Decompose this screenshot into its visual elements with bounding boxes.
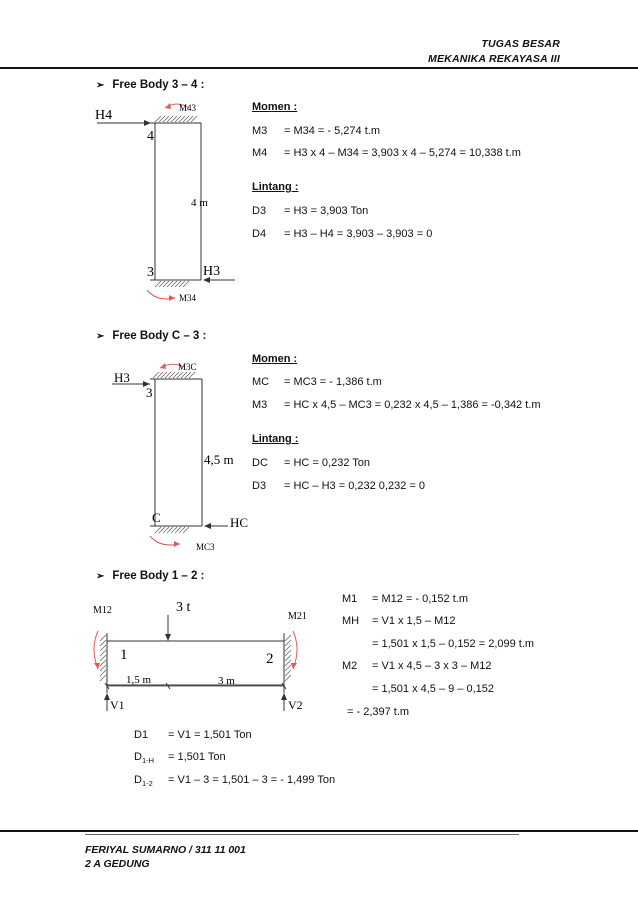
fb12-right-hatch	[285, 635, 291, 681]
fb12-left-hatch	[100, 635, 106, 681]
bullet-arrow-icon: ➢	[96, 571, 105, 582]
label-m43: M43	[179, 103, 197, 113]
m3c-arc-arrow-icon	[160, 363, 166, 369]
label-load-3t: 3 t	[176, 600, 191, 615]
load-arrowhead-icon	[165, 634, 171, 641]
fb12-eq-d12: $D_{1-2} = V1 - 3 = 1,501 - 3$ = - 1,499 Ton	[134, 774, 336, 789]
label-h4: H4	[95, 108, 113, 123]
footer-rule-thin	[85, 834, 519, 835]
bullet-arrow-icon: ➢	[96, 80, 105, 91]
label-length-3m: 3 m	[218, 675, 235, 687]
fb34-momen-heading: Momen :	[252, 101, 298, 113]
bullet-arrow-icon: ➢	[96, 331, 105, 342]
label-node-4: 4	[147, 129, 154, 144]
fb12-eq-m1: M1 = M12 = - 0,152 t.m	[342, 593, 468, 605]
label-node-1: 1	[120, 647, 128, 663]
footer-class: 2 A GEDUNG	[85, 858, 150, 870]
label-v1: V1	[110, 698, 125, 712]
fb12-eq-mh: MH = V1 x 1,5 – M12	[342, 615, 456, 627]
fbc3-diagram	[110, 360, 255, 555]
fbc3-momen-heading: Momen :	[252, 353, 298, 365]
fbc3-bottom-hatch	[155, 527, 189, 533]
label-node-c: C	[152, 510, 161, 525]
fb12-diagram	[88, 593, 320, 715]
label-node-3: 3	[147, 265, 154, 280]
label-node-2: 2	[266, 651, 274, 667]
fb12-eq-m2: M2 = V1 x 4,5 – 3 x 3 – M12	[342, 660, 492, 672]
fbc3-top-hatch	[153, 372, 195, 378]
fbc3-lintang-heading: Lintang :	[252, 433, 299, 445]
fb12-eq-mh-cont: = 1,501 x 1,5 – 0,152 = 2,099 t.m	[372, 638, 535, 650]
fb12-eq-m2-result: = - 2,397 t.m	[347, 706, 410, 718]
header-title: TUGAS BESAR	[481, 38, 560, 50]
label-length-4-5m: 4,5 m	[204, 452, 234, 467]
label-m34: M34	[179, 293, 197, 303]
header-subtitle: MEKANIKA REKAYASA III	[428, 53, 560, 65]
fb34-eq-d4: D4 = H3 – H4 = 3,903 – 3,903 = 0	[252, 228, 433, 240]
h4-arrowhead-icon	[144, 120, 151, 126]
mc3-arc-arrow-icon	[174, 541, 180, 547]
fb34-diagram	[95, 98, 235, 308]
section-title-fbc3: ➢ Free Body C – 3 :	[96, 330, 207, 342]
fbc3-label-node-3: 3	[146, 385, 153, 400]
section-title-fb12: ➢ Free Body 1 – 2 :	[96, 570, 205, 582]
section-title-fb34: ➢ Free Body 3 – 4 :	[96, 79, 205, 91]
label-v2: V2	[288, 698, 303, 712]
label-m3c: M3C	[178, 362, 197, 372]
fbc3-eq-dc: DC = HC = 0,232 Ton	[252, 457, 371, 469]
fb12-eq-m2-cont: = 1,501 x 4,5 – 9 – 0,152	[372, 683, 495, 695]
fb34-eq-m3: M3 = M34 = - 5,274 t.m	[252, 125, 380, 137]
fb34-eq-d3: D3 = H3 = 3,903 Ton	[252, 205, 369, 217]
hc-arrowhead-icon	[204, 523, 211, 529]
label-h3: H3	[203, 264, 221, 279]
label-length-4m: 4 m	[191, 197, 208, 209]
header-rule	[0, 67, 638, 69]
footer-author: FERIYAL SUMARNO / 311 11 001	[85, 844, 246, 856]
fbc3-eq-m3: M3 = HC x 4,5 – MC3 = 0,232 x 4,5 – 1,386 = -0,342 t.m	[252, 399, 541, 411]
label-hc: HC	[230, 515, 249, 530]
label-m12: M12	[93, 605, 112, 616]
fb34-top-hatch	[155, 116, 197, 122]
label-m21: M21	[288, 611, 307, 622]
fb12-eq-d1h: $D_{1-H} = 1,501$ Ton	[134, 751, 226, 766]
label-length-1-5m: 1,5 m	[126, 674, 152, 686]
fbc3-eq-d3: D3 = HC – H3 = 0,232 0,232 = 0	[252, 480, 425, 492]
fb12-eq-d1: D1 = V1 = 1,501 Ton	[134, 729, 252, 741]
m34-arc-arrow-icon	[169, 295, 175, 301]
m12-arc-arrow-icon	[94, 663, 100, 669]
fbc3-label-h3: H3	[114, 370, 130, 385]
fb34-bottom-hatch	[155, 281, 189, 287]
label-mc3: MC3	[196, 542, 215, 552]
footer-rule	[0, 830, 638, 832]
fb34-eq-m4: M4 = H3 x 4 – M34 = 3,903 x 4 – 5,274 = 10,338 t.m	[252, 147, 521, 159]
fb34-lintang-heading: Lintang :	[252, 181, 299, 193]
fbc3-eq-mc: MC = MC3 = - 1,386 t.m	[252, 376, 382, 388]
v2-arrowhead-icon	[281, 693, 287, 700]
m43-arc-arrow-icon	[165, 103, 171, 109]
m21-arc-arrow-icon	[291, 663, 297, 669]
